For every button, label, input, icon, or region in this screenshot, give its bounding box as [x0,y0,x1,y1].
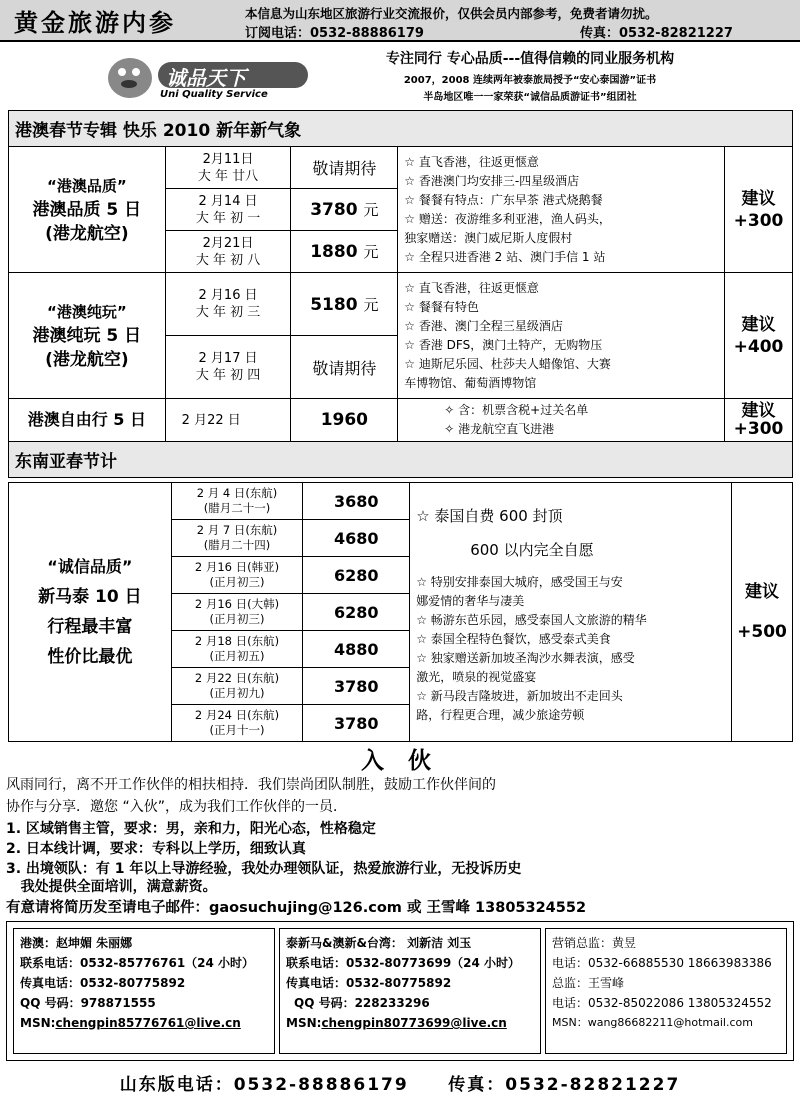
hk-section-title: 港澳春节专辑 快乐 2010 新年新气象 [15,121,302,141]
feature-item: 路，行程更合理，减少旅途劳顿 [416,708,585,722]
footer-phone: 山东版电话：0532-88886179 [119,1075,409,1095]
company-logo [100,52,315,102]
departure-date [165,231,291,273]
sales-manager: 营销总监：黄昱 [552,936,637,950]
lunar-text: 大 年 初 三 [195,305,261,320]
price-unit: 元 [363,243,379,261]
product-highlight: 性价比最优 [47,647,133,667]
product-name: 新马泰 10 日 [38,587,142,607]
price-value: 1960 [320,410,369,430]
suggest-value: +300 [733,419,784,439]
suggest-cell [725,147,793,273]
feature-item: ☆ 迪斯尼乐园、杜莎夫人蜡像馆、大赛 [404,356,611,371]
price-value: 1880 [310,242,358,262]
product-cell [9,273,166,399]
feature-item: ☆ 香港澳门均安排三-四星级酒店 [404,173,580,188]
table-row [9,147,793,189]
suggest-value: +500 [737,622,787,642]
product-tag: “港澳品质” [46,176,127,195]
departure-date [171,594,303,631]
subscribe-phone: 订阅电话：0532-88886179 [245,26,424,41]
feature-item: ☆ 直飞香港，往返更惬意 [404,280,539,295]
price-cell [291,273,398,336]
director-msn[interactable]: MSN：wang86682211@hotmail.com [552,1016,753,1029]
msn-label: MSN: [20,1016,56,1030]
feature-item: ☆ 特别安排泰国大城府，感受国王与安 [416,575,623,589]
feature-item: ☆ 餐餐有特色 [404,299,479,314]
departure-date [171,557,303,594]
product-tag: “诚信品质” [47,557,133,576]
feature-item: ☆ 香港 DFS，澳门土特产，无购物压 [404,337,603,352]
price-cell [303,668,410,705]
product-airline: (港龙航空) [45,223,129,244]
logo-subtext: Uni Quality Service [160,89,268,100]
contacts-panel [6,921,794,1061]
price-cell [291,336,398,399]
date-text: 2 月16 日 [198,288,258,303]
price-value: 3780 [334,676,379,696]
suggest-label: 建议 [741,401,776,421]
footer-fax: 传真：0532-82821227 [448,1075,681,1095]
contact-names: 港澳：赵坤媚 朱丽娜 [20,936,133,950]
features-cell [398,147,725,273]
feature-item: 独家赠送：澳门威尼斯人度假村 [404,230,573,245]
brand-title: 黄金旅游内参 [14,9,176,37]
date-text: 2月21日 [202,235,254,251]
departure-date [171,631,303,668]
price-value: 4880 [334,639,379,659]
departure-date [171,520,303,557]
departure-date [165,336,291,399]
price-value: 3780 [310,200,358,220]
contact-phone: 联系电话：0532-80773699（24 小时） [286,956,521,970]
table-row [9,399,793,442]
footer [0,1070,800,1095]
contact-box-hk [13,928,275,1054]
price-value: 5180 [310,294,358,315]
feature-item: ☆ 畅游东芭乐园，感受泰国人文旅游的精华 [416,613,647,627]
contact-fax: 传真电话：0532-80775892 [286,976,452,990]
date-text: 2 月22 日 [181,412,241,428]
price-cell [303,520,410,557]
features-cell [398,399,725,442]
price-value: 6280 [334,602,379,622]
product-name: 港澳自由行 5 日 [27,410,146,429]
date-text: 2 月17 日 [198,351,258,366]
suggest-label: 建议 [741,188,776,209]
date-text: 2 月16 日(韩亚) [194,560,280,574]
contact-phone: 联系电话：0532-85776761（24 小时） [20,956,255,970]
lunar-text: 大 年 廿八 [197,168,259,184]
price-value: 敬请期待 [312,159,377,178]
lunar-text: 大 年 初 四 [195,368,261,383]
join-paragraph-2: 协作与分享．邀您 “入伙”，成为我们工作伙伴的一员． [6,799,347,815]
table-row [9,483,793,520]
price-cell [291,399,398,442]
product-cell [9,147,166,273]
feature-highlight: ☆ 泰国自费 600 封顶 [416,507,563,525]
suggest-value: +300 [733,210,784,231]
date-text: 2 月18 日(东航) [194,634,280,648]
lunar-text: 大 年 初 一 [195,210,261,226]
departure-date [171,668,303,705]
lunar-text: (正月初五) [209,649,265,663]
date-text: 2月11日 [202,151,254,167]
price-cell [291,231,398,273]
msn-label: MSN: [286,1016,322,1030]
header-notice: 本信息为山东地区旅游行业交流报价，仅供会员内部参考，免费者请勿扰。 [245,6,658,21]
product-cell [9,483,172,742]
feature-item: ☆ 直飞香港，往返更惬意 [404,154,539,169]
join-paragraph-1: 风雨同行，离不开工作伙伴的相扶相持．我们崇尚团队制胜，鼓励工作伙伴间的 [6,777,496,793]
price-value: 敬请期待 [312,358,377,378]
feature-item: ☆ 新马段吉隆坡进，新加坡出不走回头 [416,689,623,703]
join-title: 入 伙 [360,748,439,774]
price-value: 3780 [334,713,379,733]
product-name: 港澳纯玩 5 日 [32,325,142,346]
departure-date [171,705,303,742]
company-slogan: 专注同行 专心品质---值得信赖的同业服务机构 [385,51,675,67]
price-unit: 元 [363,201,379,219]
join-contact: 有意请将简历发至请电子邮件：gaosuchujing@126.com 或 王雪峰 13805324552 [6,900,587,916]
contact-box-sales [545,928,787,1054]
price-cell [303,705,410,742]
lunar-text: (正月初九) [209,686,265,700]
sea-table [8,482,793,742]
sea-section-header [9,442,793,478]
sales-phone: 电话：0532-66885530 18663983386 [552,956,772,970]
contact-box-sea [279,928,541,1054]
feature-item: ☆ 独家赠送新加坡圣淘沙水舞表演，感受 [416,651,635,665]
price-cell [291,189,398,231]
departure-date [171,483,303,520]
product-name: 港澳品质 5 日 [32,199,142,220]
requirement-2: 2. 日本线计调，要求：专科以上学历，细致认真 [6,841,306,857]
price-cell [303,631,410,668]
award-line-2: 半岛地区唯一一家荣获“诚信品质游证书”组团社 [423,92,637,103]
contact-names: 泰新马&澳新&台湾： 刘新洁 刘玉 [286,936,472,950]
departure-date [165,399,291,442]
feature-item: 激光，喷泉的视觉盛宴 [416,670,537,684]
feature-item: ✧ 港龙航空直飞进港 [444,422,555,436]
hk-macau-table [8,110,793,478]
product-airline: (港龙航空) [45,349,129,370]
product-cell [9,399,166,442]
price-value: 6280 [334,565,379,585]
feature-item: ☆ 餐餐有特点：广东早茶 港式烧鹅餐 [404,192,603,207]
msn-link[interactable]: chengpin80773699@live.cn [321,1016,507,1030]
lunar-text: (正月十一) [209,723,265,737]
requirement-3-cont: 我处提供全面培训，满意薪资。 [6,879,217,895]
product-highlight: 行程最丰富 [47,617,133,637]
award-line-1: 2007，2008 连续两年被泰旅局授予“安心泰国游”证书 [403,75,657,86]
logo-text: 诚品天下 [166,66,246,90]
features-cell [398,273,725,399]
date-text: 2 月 4 日(东航) [196,486,278,500]
date-text: 2 月24 日(东航) [194,708,280,722]
director-name: 总监：王雪峰 [552,976,625,990]
feature-item: ☆ 泰国全程特色餐饮，感受泰式美食 [416,632,611,646]
price-cell [303,594,410,631]
contact-qq: QQ 号码：228233296 [294,996,430,1010]
suggest-label: 建议 [741,314,776,335]
date-text: 2 月22 日(东航) [194,671,280,685]
price-value: 4680 [334,528,379,548]
departure-date [165,147,291,189]
contact-qq: QQ 号码：978871555 [20,996,156,1010]
suggest-value: +400 [733,336,784,357]
contact-fax: 传真电话：0532-80775892 [20,976,186,990]
msn-link[interactable]: chengpin85776761@live.cn [55,1016,241,1030]
date-text: 2 月16 日(大韩) [194,597,280,611]
feature-item: ☆ 香港、澳门全程三星级酒店 [404,318,563,333]
lunar-text: 大 年 初 八 [195,252,261,268]
price-cell [303,483,410,520]
suggest-cell [725,273,793,399]
suggest-cell [725,399,793,442]
director-phone: 电话：0532-85022086 13805324552 [552,996,772,1010]
requirement-3: 3. 出境领队：有 1 年以上导游经验，我处办理领队证，热爱旅游行业，无投诉历史 [6,861,522,877]
suggest-cell [732,483,793,742]
sea-section-title: 东南亚春节计 [15,452,117,472]
price-value: 3680 [334,491,379,511]
feature-item: ✧ 含：机票含税+过关名单 [444,403,589,417]
suggest-label: 建议 [745,582,779,602]
date-text: 2 月 7 日(东航) [196,523,278,537]
feature-item: 车博物馆、葡萄酒博物馆 [404,375,537,390]
date-text: 2 月14 日 [198,193,258,209]
feature-item: ☆ 全程只进香港 2 站、澳门手信 1 站 [404,249,606,264]
feature-item: ☆ 赠送：夜游维多利亚港，渔人码头， [404,211,611,226]
lunar-text: (腊月二十一) [203,501,271,515]
header-fax: 传真：0532-82821227 [580,26,733,41]
hk-section-header [9,111,793,147]
feature-item: 娜爱情的奢华与凄美 [416,594,525,608]
lunar-text: (正月初三) [209,612,265,626]
lunar-text: (正月初三) [209,575,265,589]
departure-date [165,189,291,231]
header-bar [0,0,800,42]
lunar-text: (腊月二十四) [203,538,271,552]
departure-date [165,273,291,336]
price-unit: 元 [363,295,379,314]
price-cell [291,147,398,189]
price-cell [303,557,410,594]
features-cell [410,483,732,742]
feature-highlight: 600 以内完全自愿 [470,541,594,559]
table-row [9,273,793,336]
product-tag: “港澳纯玩” [46,302,127,321]
requirement-1: 1. 区域销售主管，要求：男，亲和力，阳光心态，性格稳定 [6,821,376,837]
